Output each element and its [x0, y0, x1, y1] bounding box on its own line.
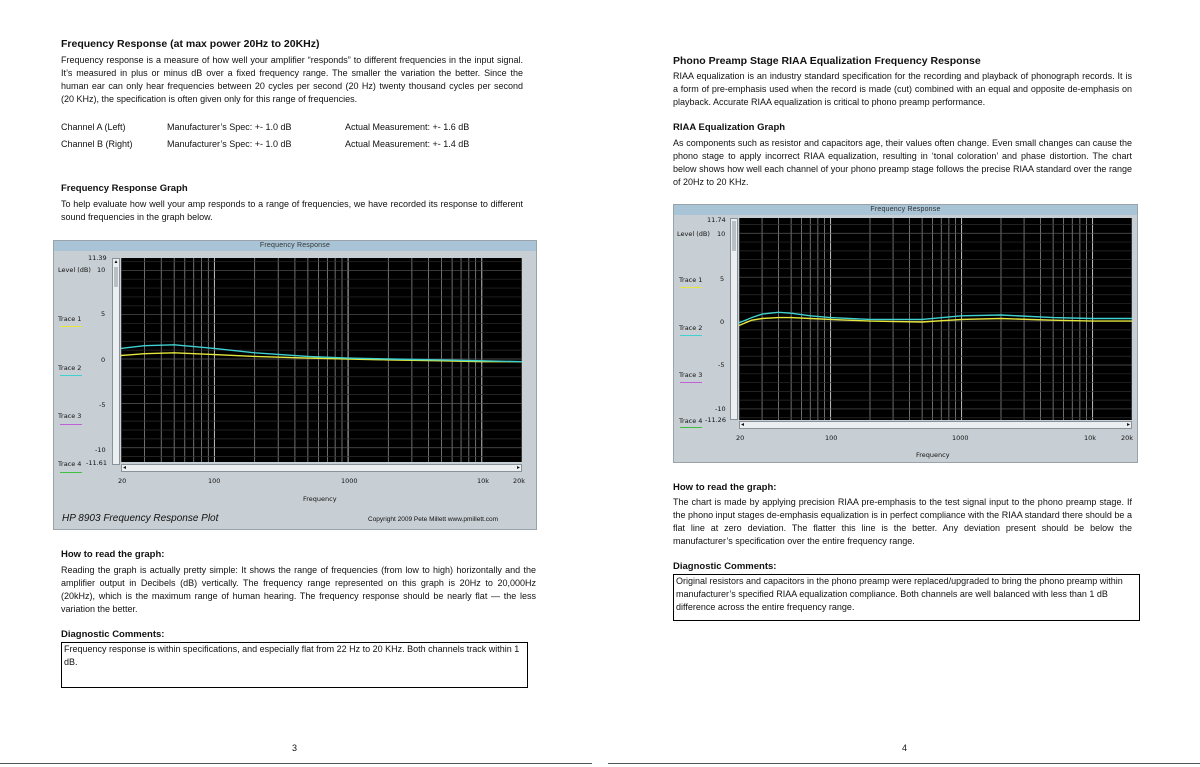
x-tick-20k: 20k	[513, 477, 526, 485]
page-number-right: 4	[902, 743, 908, 753]
plot-caption: HP 8903 Frequency Response Plot	[62, 513, 219, 524]
diagnostic-comments-box	[61, 642, 528, 688]
frequency-response-title: Frequency Response (at max power 20Hz to 20KHz)	[61, 38, 320, 50]
riaa-bottom-value: -11.26	[705, 416, 726, 424]
trace-4-label: Trace 4	[58, 460, 82, 468]
diagnostic-comments-text: Frequency response is within specifications, and especially flat from 22 Hz to 20 KHz. Both channels track within 1 dB.	[64, 644, 520, 667]
riaa-x-tick-10k: 10k	[1084, 434, 1097, 442]
left-plot-horizontal-scrollbar[interactable]	[121, 464, 522, 472]
trace-4-swatch	[60, 472, 82, 473]
trace-2-swatch	[60, 375, 82, 376]
riaa-x-tick-20: 20	[736, 434, 745, 442]
riaa-trace-3-swatch	[680, 382, 702, 383]
riaa-scroll-right-arrow-icon[interactable]: ▸	[1126, 422, 1130, 428]
riaa-diagnostic-comments-text: Original resistors and capacitors in the phono preamp were replaced/upgraded to bring the phono preamp within manufacturer’s specified RIAA equalization compliance. Both channels are well balanced with less than 1 dB difference across the entire frequency range.	[676, 576, 1123, 612]
scroll-thumb[interactable]	[114, 267, 118, 287]
page-number-left: 3	[292, 743, 298, 753]
left-plot-vertical-scrollbar[interactable]	[112, 258, 120, 465]
riaa-trace-1-swatch	[680, 287, 702, 288]
riaa-y-tick-0: 0	[720, 318, 725, 326]
channel-b-spec: Manufacturer’s Spec: +- 1.0 dB	[167, 139, 292, 149]
how-to-read-title: How to read the graph:	[61, 549, 165, 560]
riaa-x-tick-20k: 20k	[1121, 434, 1134, 442]
plot-copyright: Copyright 2009 Pete Millett www.pmillett.com	[368, 516, 499, 523]
plot-top-value: 11.39	[88, 254, 107, 262]
plot-x-label: Frequency	[303, 495, 337, 503]
channel-b-name: Channel B (Right)	[61, 139, 133, 149]
riaa-trace-3-label: Trace 3	[679, 371, 703, 379]
plot-title-bar	[54, 241, 536, 251]
riaa-trace-4-label: Trace 4	[679, 417, 703, 425]
riaa-scroll-left-arrow-icon[interactable]: ◂	[741, 422, 745, 428]
riaa-how-to-read-title: How to read the graph:	[673, 482, 777, 493]
riaa-paragraph: RIAA equalization is an industry standard specification for the recording and playback of phonograph records. It is a form of pre-emphasis used when the record is made (cut) combined with an equal and opposite de-emphasis on playback. Accurate RIAA equalization is critical to phono preamp performance.	[673, 71, 1132, 107]
diagnostic-comments-title: Diagnostic Comments:	[61, 629, 165, 640]
riaa-scroll-thumb[interactable]	[732, 221, 736, 251]
plot-background	[739, 218, 1132, 420]
trace-3-label: Trace 3	[58, 412, 82, 420]
y-tick-10: 10	[97, 266, 106, 274]
riaa-title: Phono Preamp Stage RIAA Equalization Frequency Response	[673, 55, 981, 67]
riaa-diagnostic-comments-box	[673, 574, 1140, 621]
plot-title: Frequency Response	[259, 242, 331, 249]
trace-1-swatch	[60, 326, 82, 327]
frequency-graph-paragraph: To help evaluate how well your amp responds to a range of frequencies, we have recorded its response to different sound frequencies in the graph below.	[61, 199, 523, 222]
riaa-y-tick-minus5: -5	[718, 361, 725, 369]
x-tick-20: 20	[118, 477, 127, 485]
y-tick-0: 0	[101, 356, 106, 364]
how-to-read-paragraph: Reading the graph is actually pretty simple: It shows the range of frequencies (from low to high) horizontally and the amplifier output in Decibels (dB) vertically. The frequency range represented on this graph is 20Hz to 20,000Hz (20kHz), which is the maximum range of human hearing. The frequency response should be nearly flat — the less variation the better.	[61, 565, 536, 614]
riaa-trace-1-label: Trace 1	[679, 276, 703, 284]
riaa-graph-paragraph: As components such as resistor and capacitors age, their values often change. Even small changes can cause the phono stage to apply incorrect RIAA equalization, resulting in ‘tonal coloration’ and phase distortion. The chart below shows how well each channel of your phono preamp stage follows the precise RIAA standard over the range of 20Hz to 20 KHz.	[673, 138, 1132, 187]
y-tick-5: 5	[101, 310, 106, 318]
page-footer-line-left	[0, 763, 592, 764]
riaa-x-tick-100: 100	[825, 434, 838, 442]
riaa-x-label: Frequency	[916, 451, 950, 459]
trace-2-label: Trace 2	[58, 364, 82, 372]
channel-b-actual: Actual Measurement: +- 1.4 dB	[345, 139, 470, 149]
trace-3-swatch	[60, 424, 82, 425]
plot-bottom-value: -11.61	[86, 459, 107, 467]
channel-a-name: Channel A (Left)	[61, 122, 126, 132]
x-tick-10k: 10k	[477, 477, 490, 485]
right-riaa-plot	[739, 218, 1132, 420]
riaa-y-tick-minus10: -10	[715, 405, 726, 413]
riaa-top-value: 11.74	[707, 216, 726, 224]
x-tick-100: 100	[208, 477, 221, 485]
scroll-right-arrow-icon[interactable]: ▸	[516, 465, 520, 471]
page-footer-line-right	[608, 763, 1200, 764]
frequency-response-paragraph: Frequency response is a measure of how well your amplifier “responds” to different frequencies in the input signal. It’s measured in plus or minus dB over a fixed frequency range. The smaller the variation the better. Since the human ear can only hear frequencies between 20 cycles per second (20 Hz) twenty thousand cycles per second (20 KHz), the specification is often given only for this range of frequencies.	[61, 55, 523, 104]
riaa-graph-title: RIAA Equalization Graph	[673, 122, 786, 133]
riaa-how-to-read-paragraph: The chart is made by applying precision RIAA pre-emphasis to the test signal input to the phono preamp stage. If the phono input stages de-emphasis equalization is in perfect compliance with the RIAA standard there should be a flat line at zero deviation. The flatter this line is the better. Any deviation present should be below the manufacturer’s specification over the entire frequency range.	[673, 497, 1132, 546]
riaa-trace-4-swatch	[680, 427, 702, 428]
y-tick-minus5: -5	[99, 401, 106, 409]
riaa-y-tick-10: 10	[717, 230, 726, 238]
riaa-x-tick-1000: 1000	[952, 434, 969, 442]
y-tick-minus10: -10	[95, 446, 106, 454]
scroll-up-arrow-icon[interactable]: ▲	[113, 259, 119, 265]
riaa-plot-title: Frequency Response	[870, 206, 941, 213]
scroll-left-arrow-icon[interactable]: ◂	[123, 465, 127, 471]
riaa-level-label: Level (dB)	[677, 230, 710, 238]
riaa-trace-2-swatch	[680, 335, 702, 336]
riaa-diagnostic-comments-title: Diagnostic Comments:	[673, 561, 777, 572]
plot-level-label: Level (dB)	[58, 266, 91, 274]
right-plot-vertical-scrollbar[interactable]	[730, 218, 738, 420]
trace-1-label: Trace 1	[58, 315, 82, 323]
riaa-y-tick-5: 5	[720, 275, 725, 283]
frequency-graph-title: Frequency Response Graph	[61, 183, 188, 194]
riaa-trace-2-label: Trace 2	[679, 324, 703, 332]
right-plot-horizontal-scrollbar[interactable]	[739, 421, 1132, 429]
channel-a-actual: Actual Measurement: +- 1.6 dB	[345, 122, 470, 132]
left-frequency-response-plot	[121, 258, 522, 462]
riaa-plot-title-bar	[674, 205, 1137, 215]
channel-a-spec: Manufacturer’s Spec: +- 1.0 dB	[167, 122, 292, 132]
x-tick-1000: 1000	[341, 477, 358, 485]
